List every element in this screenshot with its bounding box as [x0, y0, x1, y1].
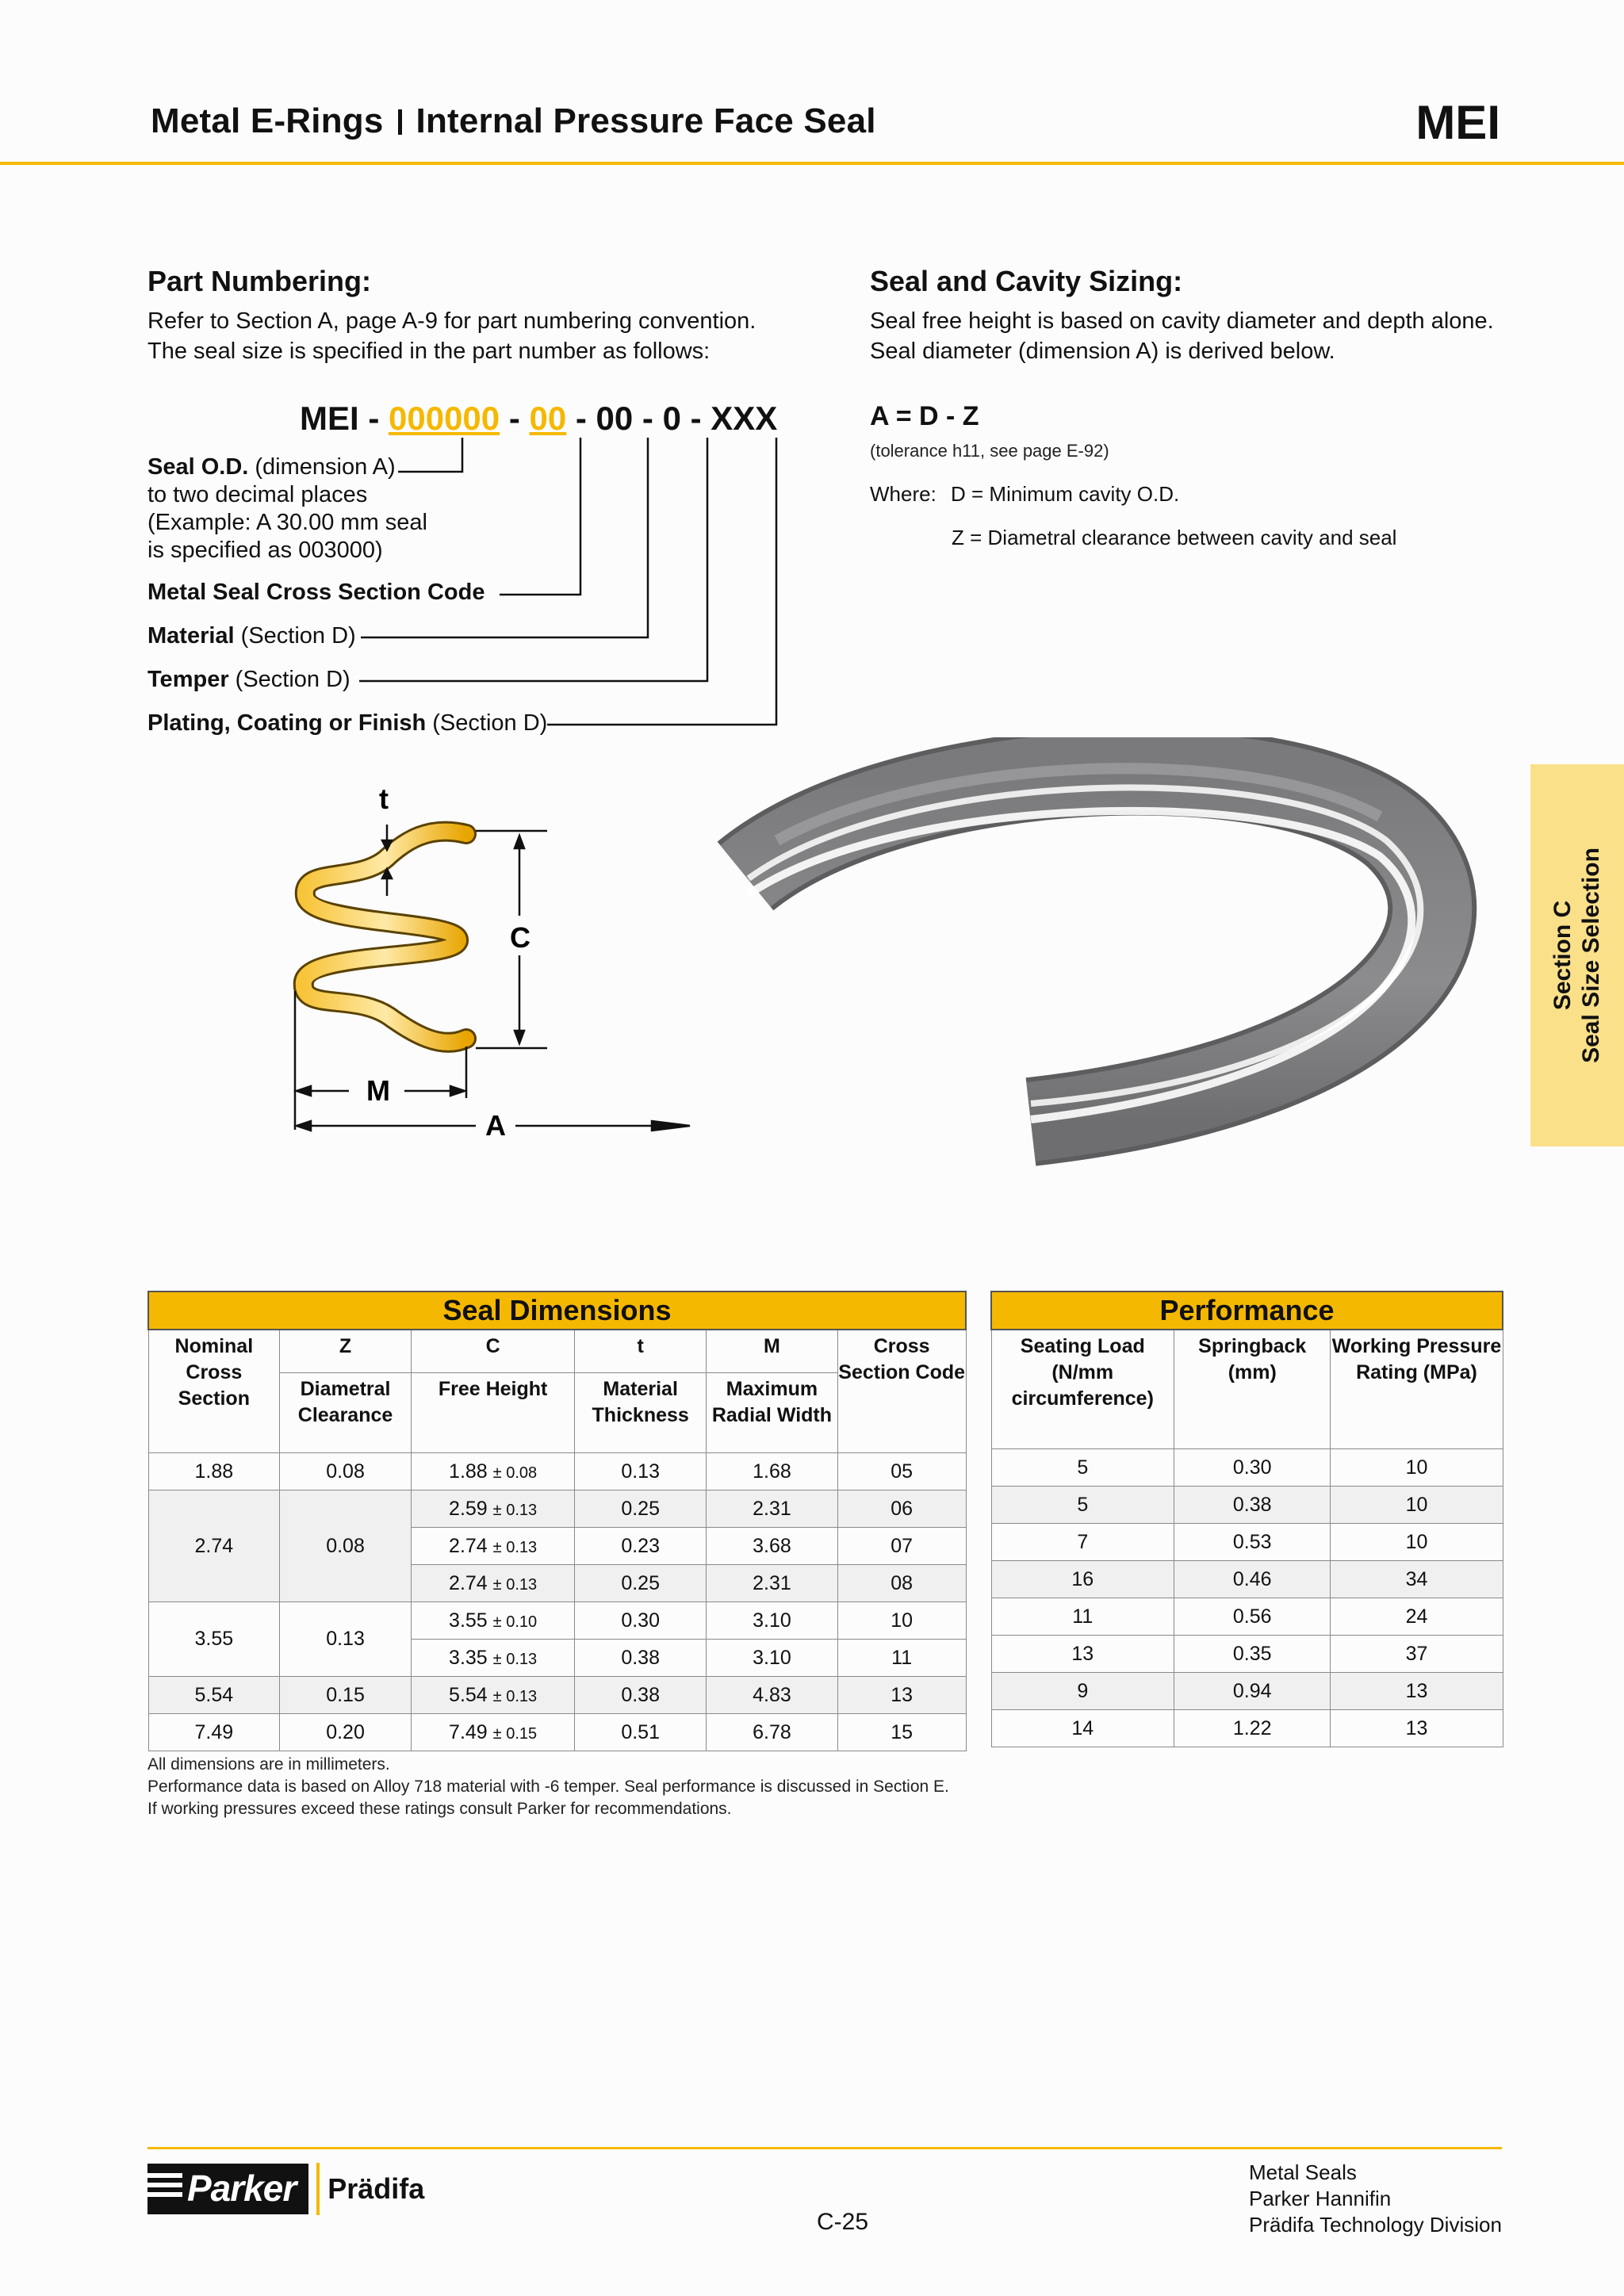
spring-cell: 0.38 — [1174, 1487, 1331, 1524]
spring-cell: 0.35 — [1174, 1636, 1331, 1673]
press-cell: 10 — [1331, 1449, 1503, 1487]
sizing-equation: A = D - Z — [870, 401, 979, 431]
press-cell: 13 — [1331, 1673, 1503, 1710]
col-nominal-cross-section: Nominal Cross Section — [148, 1330, 280, 1453]
m-cell: 3.10 — [707, 1602, 838, 1640]
table-row — [991, 1487, 1503, 1524]
m-cell: 2.31 — [707, 1565, 838, 1602]
t-cell: 0.30 — [575, 1602, 707, 1640]
c-cell — [411, 1714, 574, 1751]
seal-od-line4: is specified as 003000) — [147, 538, 383, 563]
note-line: Performance data is based on Alloy 718 material with -6 temper. Seal performance is discussed in Section E. — [147, 1777, 949, 1796]
temper-rest: (Section D) — [228, 667, 350, 692]
table-notes — [147, 1754, 949, 1820]
m-cell: 1.68 — [707, 1453, 838, 1490]
code-cell: 15 — [837, 1714, 966, 1751]
c-value: 7.49 — [449, 1720, 488, 1743]
fig-label-c: C — [510, 921, 530, 954]
c-value: 3.55 — [449, 1609, 488, 1632]
col-t-sub: Material Thickness — [575, 1373, 707, 1453]
note-line: If working pressures exceed these ratings consult Parker for recommendations. — [147, 1800, 732, 1818]
c-cell — [411, 1640, 574, 1677]
fig-label-t: t — [379, 783, 389, 815]
spring-cell: 0.56 — [1174, 1598, 1331, 1636]
table-row — [991, 1449, 1503, 1487]
press-cell: 24 — [1331, 1598, 1503, 1636]
col-t: t — [575, 1330, 707, 1373]
z-cell: 0.08 — [280, 1490, 412, 1602]
fig-label-a: A — [485, 1109, 506, 1142]
plating-rest: (Section D) — [426, 710, 548, 736]
t-cell: 0.13 — [575, 1453, 707, 1490]
section-tab-line1: Section C — [1549, 900, 1576, 1011]
m-cell: 3.68 — [707, 1528, 838, 1565]
ncs-cell: 7.49 — [148, 1714, 280, 1751]
load-cell: 5 — [991, 1487, 1174, 1524]
c-value: 1.88 — [449, 1460, 488, 1483]
sizing-text — [870, 306, 1494, 366]
table-row — [991, 1524, 1503, 1561]
material-rest: (Section D) — [234, 623, 356, 649]
part-number-leader-lines — [0, 0, 872, 745]
code-cell: 13 — [837, 1677, 966, 1714]
fig-label-m: M — [366, 1074, 390, 1107]
spring-cell: 0.30 — [1174, 1449, 1331, 1487]
sizing-text-line1: Seal free height is based on cavity diameter and depth alone. — [870, 308, 1494, 334]
where-label: Where: — [870, 482, 936, 506]
seal-od-bold: Seal O.D. — [147, 454, 249, 480]
spring-cell: 0.94 — [1174, 1673, 1331, 1710]
ncs-cell: 3.55 — [148, 1602, 280, 1677]
code-cell: 06 — [837, 1490, 966, 1528]
c-tolerance: ± 0.13 — [492, 1538, 538, 1556]
pn-sep: - — [500, 400, 530, 437]
title-left: Metal E-Rings — [151, 101, 384, 140]
table-row — [991, 1710, 1503, 1747]
section-tab-label — [1549, 848, 1606, 1063]
code-cell: 05 — [837, 1453, 966, 1490]
m-cell: 6.78 — [707, 1714, 838, 1751]
col-m-sub: Maximum Radial Width — [707, 1373, 838, 1453]
c-tolerance: ± 0.08 — [492, 1464, 538, 1482]
d-definition: D = Minimum cavity O.D. — [951, 482, 1180, 506]
footer-rule — [147, 2147, 1502, 2149]
t-cell: 0.38 — [575, 1677, 707, 1714]
material-bold: Material — [147, 623, 235, 649]
leader-seal-od — [398, 438, 462, 472]
c-tolerance: ± 0.13 — [492, 1575, 538, 1594]
cs-code-label: Metal Seal Cross Section Code — [147, 580, 485, 605]
c-cell — [411, 1528, 574, 1565]
table-row — [148, 1490, 966, 1528]
temper-bold: Temper — [147, 667, 229, 692]
c-value: 5.54 — [449, 1683, 488, 1706]
leader-material — [361, 438, 648, 637]
load-cell: 11 — [991, 1598, 1174, 1636]
c-value: 2.74 — [449, 1571, 488, 1594]
c-tolerance: ± 0.15 — [492, 1724, 538, 1743]
page-number: C-25 — [817, 2209, 869, 2235]
col-springback: Springback (mm) — [1174, 1330, 1331, 1449]
c-value: 2.74 — [449, 1534, 488, 1557]
pn-prefix: MEI - — [300, 400, 389, 437]
col-cross-section-code: Cross Section Code — [837, 1330, 966, 1453]
section-tab-line2: Seal Size Selection — [1578, 848, 1604, 1063]
m-cell: 3.10 — [707, 1640, 838, 1677]
sizing-heading: Seal and Cavity Sizing: — [870, 265, 1183, 297]
table-row — [148, 1677, 966, 1714]
t-cell: 0.51 — [575, 1714, 707, 1751]
spring-cell: 0.53 — [1174, 1524, 1331, 1561]
z-cell: 0.20 — [280, 1714, 412, 1751]
table-row — [148, 1453, 966, 1490]
ncs-cell: 1.88 — [148, 1453, 280, 1490]
footer-line2: Parker Hannifin — [1249, 2187, 1392, 2210]
parker-pradifa-logo[interactable] — [147, 2163, 424, 2215]
z-definition: Z = Diametral clearance between cavity and seal — [952, 526, 1397, 549]
pn-cs-digits: 00 — [529, 400, 567, 437]
table-row — [991, 1561, 1503, 1598]
product-code: MEI — [1415, 96, 1500, 149]
part-numbering-heading: Part Numbering: — [147, 265, 372, 297]
ncs-cell: 2.74 — [148, 1490, 280, 1602]
footer-line1: Metal Seals — [1249, 2160, 1357, 2184]
table-row — [148, 1602, 966, 1640]
code-cell: 07 — [837, 1528, 966, 1565]
col-c-sub: Free Height — [411, 1373, 574, 1453]
pradifa-logo-text: Prädifa — [327, 2172, 425, 2205]
col-c: C — [411, 1330, 574, 1373]
t-cell: 0.25 — [575, 1565, 707, 1602]
seal-od-rest: (dimension A) — [248, 454, 396, 480]
load-cell: 5 — [991, 1449, 1174, 1487]
load-cell: 7 — [991, 1524, 1174, 1561]
load-cell: 9 — [991, 1673, 1174, 1710]
seal-od-line3: (Example: A 30.00 mm seal — [147, 510, 427, 535]
press-cell: 10 — [1331, 1524, 1503, 1561]
c-cell — [411, 1677, 574, 1714]
ncs-cell: 5.54 — [148, 1677, 280, 1714]
note-line: All dimensions are in millimeters. — [147, 1755, 390, 1774]
seal-dimensions-table — [147, 1291, 967, 1751]
col-working-pressure: Working Pressure Rating (MPa) — [1331, 1330, 1503, 1449]
load-cell: 13 — [991, 1636, 1174, 1673]
load-cell: 16 — [991, 1561, 1174, 1598]
table-row — [991, 1636, 1503, 1673]
performance-caption: Performance — [991, 1292, 1503, 1330]
c-value: 3.35 — [449, 1646, 488, 1669]
press-cell: 13 — [1331, 1710, 1503, 1747]
c-cell — [411, 1602, 574, 1640]
col-z-sub: Diametral Clearance — [280, 1373, 412, 1453]
load-cell: 14 — [991, 1710, 1174, 1747]
pn-rest: - 00 - 0 - XXX — [566, 400, 778, 437]
table-row — [148, 1714, 966, 1751]
title-right: Internal Pressure Face Seal — [416, 101, 876, 140]
code-cell: 08 — [837, 1565, 966, 1602]
t-cell: 0.23 — [575, 1528, 707, 1565]
leader-cs-code — [500, 438, 580, 595]
pn-text-line2: The seal size is specified in the part number as follows: — [147, 339, 710, 364]
c-value: 2.59 — [449, 1497, 488, 1520]
plating-bold: Plating, Coating or Finish — [147, 710, 427, 736]
press-cell: 10 — [1331, 1487, 1503, 1524]
performance-table — [990, 1291, 1503, 1747]
parker-logo — [147, 2164, 308, 2214]
z-cell: 0.13 — [280, 1602, 412, 1677]
c-cell — [411, 1565, 574, 1602]
pn-od-digits: 000000 — [389, 400, 500, 437]
t-cell: 0.25 — [575, 1490, 707, 1528]
leader-temper — [359, 438, 707, 681]
section-tab[interactable] — [1530, 764, 1624, 1146]
parker-logo-text: Parker — [187, 2168, 297, 2209]
col-seating-load: Seating Load (N/mm circumference) — [991, 1330, 1174, 1449]
z-cell: 0.15 — [280, 1677, 412, 1714]
spring-cell: 1.22 — [1174, 1710, 1331, 1747]
press-cell: 34 — [1331, 1561, 1503, 1598]
table-row — [991, 1673, 1503, 1710]
z-cell: 0.08 — [280, 1453, 412, 1490]
seal-dimensions-caption: Seal Dimensions — [148, 1292, 966, 1330]
footer-division — [1249, 2160, 1502, 2238]
tolerance-note: (tolerance h11, see page E-92) — [870, 441, 1109, 461]
c-tolerance: ± 0.13 — [492, 1650, 538, 1668]
c-tolerance: ± 0.10 — [492, 1613, 538, 1631]
cross-section-diagram — [0, 777, 714, 1158]
seal-od-line2: to two decimal places — [147, 482, 368, 507]
m-cell: 4.83 — [707, 1677, 838, 1714]
col-m: M — [707, 1330, 838, 1373]
m-cell: 2.31 — [707, 1490, 838, 1528]
e-ring-illustration — [698, 737, 1530, 1181]
t-cell: 0.38 — [575, 1640, 707, 1677]
press-cell: 37 — [1331, 1636, 1503, 1673]
c-cell — [411, 1490, 574, 1528]
c-tolerance: ± 0.13 — [492, 1687, 538, 1705]
c-cell — [411, 1453, 574, 1490]
pn-text-line1: Refer to Section A, page A-9 for part numbering convention. — [147, 308, 756, 334]
spring-cell: 0.46 — [1174, 1561, 1331, 1598]
c-tolerance: ± 0.13 — [492, 1501, 538, 1519]
table-row — [991, 1598, 1503, 1636]
footer-line3: Prädifa Technology Division — [1249, 2213, 1502, 2237]
code-cell: 10 — [837, 1602, 966, 1640]
sizing-text-line2: Seal diameter (dimension A) is derived below. — [870, 339, 1335, 364]
code-cell: 11 — [837, 1640, 966, 1677]
col-z: Z — [280, 1330, 412, 1373]
